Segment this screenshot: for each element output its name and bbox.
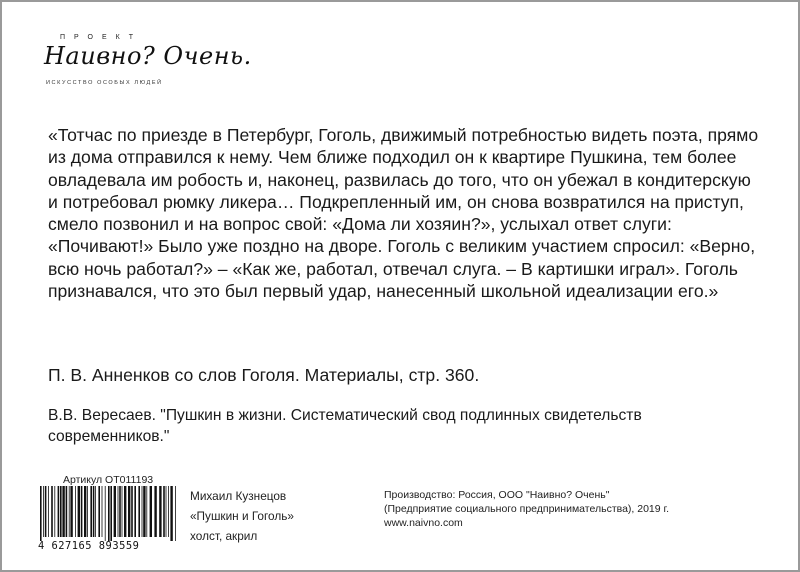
barcode-bar [93,486,95,537]
barcode-bar [110,486,112,541]
barcode-bar [108,486,110,541]
barcode-bar [142,486,143,537]
barcode-bar [48,486,49,537]
barcode-bar [146,486,147,537]
barcode-bar [143,486,145,537]
barcode-bar [45,486,47,537]
quote-text: «Тотчас по приезде в Петербург, Гоголь, движимый потребностью видеть поэта, прямо из дома отправился к нему. Чем ближе подходил он к квартире Пушкина, тем более овладевала им робость и, наконец, развилась до того, что он убежал в кондитерскую и потребовал рюмку ликера… Подкрепленный им, он снова возвратился на приступ, смело позвонил и на вопрос свой: «Дома ли хозяин?», услыхал ответ слуги: «Почивают!» Было уже поздно на дворе. Гоголь с великим участием спросил: «Верно, всю ночь работал?» – «Как же, работал, отвечал слуга. – В картишки играл». Гоголь признавался, что это был первый удар, нанесенный школьной идеализации его.» [48,125,759,302]
barcode-bar [81,486,83,537]
barcode-bar [70,486,72,537]
article-number: Артикул OT011193 [63,474,154,486]
barcode-bar [154,486,156,537]
barcode-bar [114,486,116,537]
brand-logo [44,34,252,94]
barcode-bar [166,486,167,537]
barcode-bar [60,486,62,537]
production-line-1: Производство: Россия, ООО "Наивно? Очень" [384,489,610,501]
barcode-digits: 4 627165 893559 [38,540,140,552]
barcode-bar [66,486,68,537]
artwork-title: «Пушкин и Гоголь» [190,509,294,523]
barcode-bar [95,486,96,537]
barcode-bar [58,486,60,537]
barcode-bar [51,486,53,537]
artwork-author: Михаил Кузнецов [190,489,287,503]
barcode-bar [90,486,92,537]
barcode-bar [105,486,106,541]
barcode-bar [69,486,70,537]
barcode-bar [87,486,88,537]
logo-subtitle: ИСКУССТВО ОСОБЫХ ЛЮДЕЙ [46,80,163,86]
artwork-info [190,486,294,546]
barcode-bar [134,486,136,537]
barcode-bar [170,486,172,541]
barcode-bar [78,486,80,537]
barcode-bar [98,486,100,537]
barcode-bar [40,486,42,541]
barcode-bar [128,486,130,537]
barcode-bar [150,486,152,537]
barcode-bar [122,486,123,537]
logo-project-label: ПРОЕКТ [60,34,143,41]
barcode-bar [131,486,133,537]
barcode-bar [163,486,165,537]
barcode-image [38,486,180,541]
barcode-bar [62,486,64,537]
barcode-bar [168,486,169,537]
barcode-bar [124,486,126,537]
barcode-bar [175,486,176,541]
barcode-bar [102,486,103,537]
barcode-bar [118,486,119,537]
barcode-bar [43,486,44,537]
barcode-bar [138,486,140,537]
bibliography: В.В. Вересаев. "Пушкин в жизни. Систематический свод подлинных свидетельств современников." [48,407,642,445]
barcode-bar [159,486,161,537]
production-website: www.naivno.com [384,517,463,529]
barcode-bar [75,486,76,537]
barcode-bar [84,486,86,537]
production-info [384,488,669,530]
artwork-medium: холст, акрил [190,529,258,543]
production-line-2: (Предприятие социального предпринимательства), 2019 г. [384,503,669,515]
barcode-bar [54,486,55,537]
logo-name: Наивно? Очень. [44,42,252,70]
barcode-bar [119,486,121,537]
quote-source: П. В. Анненков со слов Гоголя. Материалы, стр. 360. [48,365,480,385]
